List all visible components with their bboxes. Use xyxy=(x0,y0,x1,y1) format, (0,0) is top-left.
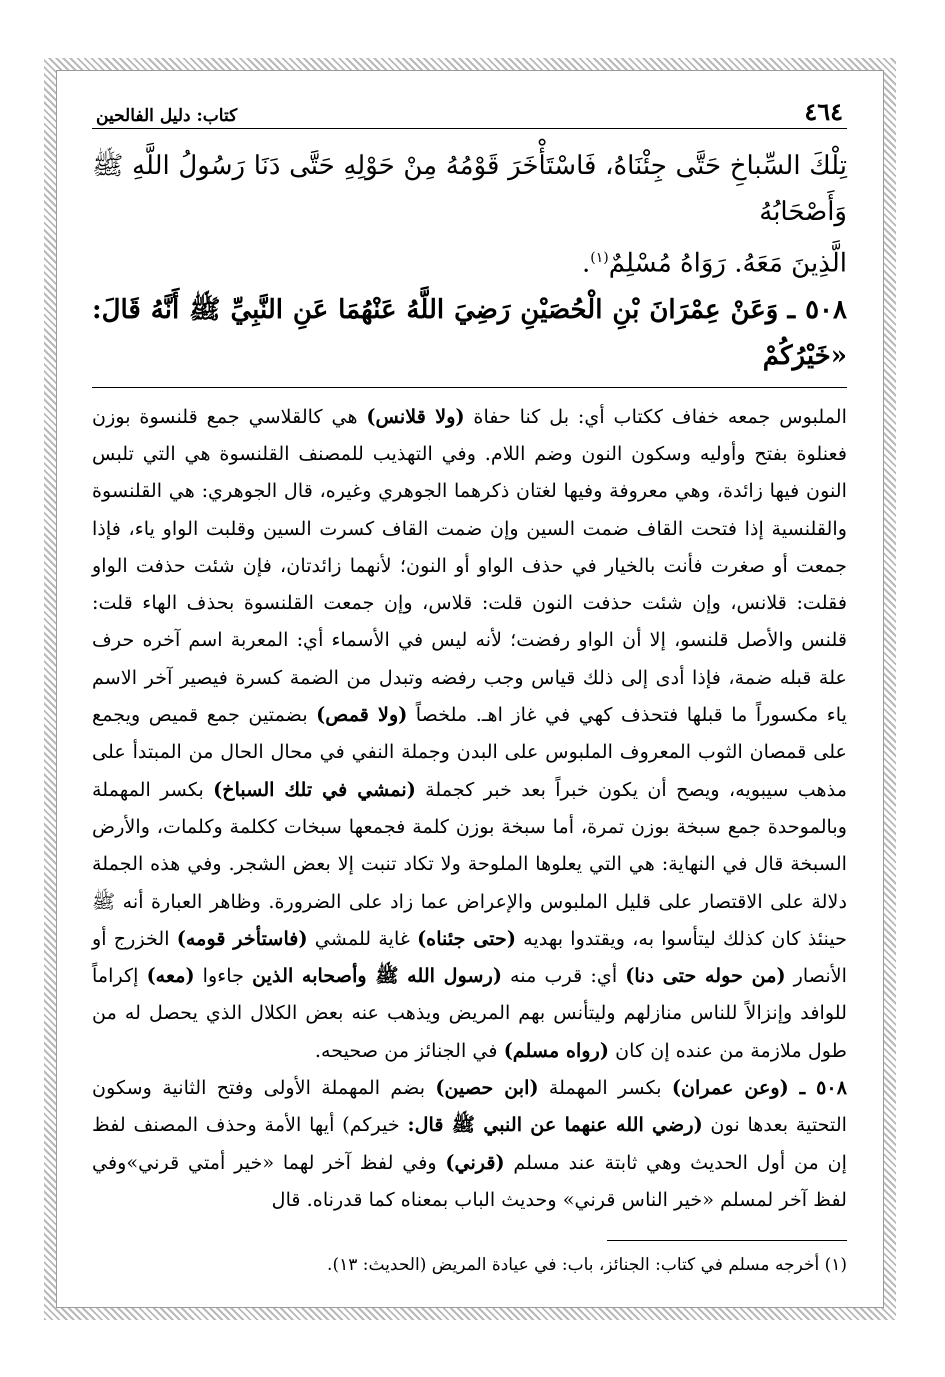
footnote-separator xyxy=(607,1240,847,1241)
commentary-paragraph-1: الملبوس جمعه خفاف ككتاب أي: بل كنا حفاة (ولا قلانس) هي كالقلاسي جمع قلنسوة بوزن فعنلوة بفتح وأوليه وسكون النون وضم اللام. وفي التهذيب للمصنف القلنسوة هي التي تلبس النون فيها زائدة، وهي معروفة وفيها لغتان ذكرهما الجوهري وغيره، قال الجوهري: هي القلنسوة والقلنسية إذا فتحت القاف ضمت السين وإن ضمت القاف كسرت السين وقلبت الواو ياء، فإذا جمعت أو صغرت فأنت بالخيار في حذف الواو أو النون؛ لأنهما زائدتان، فإن شئت حذفت الواو فقلت: قلانس، وإن شئت حذفت النون قلت: قلاس، وإن جمعت القلنسوة بحذف الهاء قلت: قلنس والأصل قلنسو، إلا أن الواو رفضت؛ لأنه ليس في الأسماء أي: المعربة اسم آخره حرف علة قبله ضمة، فإذا أدى إلى ذلك قياس وجب رفضه وتبدل من الضمة كسرة فيصير آخر الاسم ياء مكسوراً ما قبلها فتحذف كهي في غاز اهـ. ملخصاً (ولا قمص) بضمتين جمع قميص ويجمع على قمصان الثوب المعروف الملبوس على البدن وجملة النفي في محال الحال من المبتدأ على مذهب سيبويه، ويصح أن يكون خبراً بعد خبر كجملة (نمشي في تلك السباخ) بكسر المهملة وبالموحدة جمع سبخة بوزن تمرة، أما سبخة بوزن كلمة فجمعها سبخات ككلمة وكلمات، والأرض السبخة قال في النهاية: هي التي يعلوها الملوحة ولا تكاد تنبت إلا بعض الشجر. وفي هذه الجملة دلالة على الاقتصار على قليل الملبوس والإعراض عما زاد على الضرورة. وظاهر العبارة أنه ﷺ حينئذ كان كذلك ليتأسوا به، ويقتدوا بهديه (حتى جئناه) غاية للمشي (فاستأخر قومه) الخزرج أو الأنصار (من حوله حتى دنا) أي: قرب منه (رسول الله ﷺ وأصحابه الذين جاءوا (معه) إكراماً للوافد وإنزالاً للناس منازلهم وليتأنس بهم المريض ويذهب عنه بعض الكلال الذي يحصل له من طول ملازمة من عنده إن كان (رواه مسلم) في الجنائز من صحيحه. xyxy=(92,404,848,1062)
document-page xyxy=(92,92,847,1292)
footnote: (١) أخرجه مسلم في كتاب: الجنائز، باب: في عيادة المريض (الحديث: ١٣). xyxy=(327,1255,847,1276)
book-title: كتاب: دليل الفالحين xyxy=(96,106,238,126)
commentary-paragraph-2: ٥٠٨ ـ (وعن عمران) بكسر المهملة (ابن حصين) بضم المهملة الأولى وفتح الثانية وسكون التحتية بعدها نون (رضي الله عنهما عن النبي ﷺ قال: خيركم) أيها الأمة وحذف المصنف لفظ إن من أول الحديث وهي ثابتة عند مسلم (قرني) وفي لفظ آخر لهما «خير أمتي قرني»وفي لفظ آخر لمسلم «خير الناس قرني» وحديث الباب بمعناه كما قدرناه. قال xyxy=(92,1076,848,1211)
hadith-number: ٥٠٨ ـ xyxy=(787,294,847,325)
hadith-line-1: تِلْكَ السِّباخِ حَتَّى جِئْنَاهُ، فَاسْتَأْخَرَ قَوْمُهُ مِنْ حَوْلِهِ حَتَّى دَنَا رَسُولُ اللَّهِ ﷺ وَأَصْحَابُهُ xyxy=(92,151,847,227)
hadith-line-3: ٥٠٨ ـ وَعَنْ عِمْرَانَ بْنِ الْحُصَيْنِ رَضِيَ اللَّهُ عَنْهُمَا عَنِ النَّبِيِّ ﷺ أَنَّهُ قَالَ: «خَيْرُكُمْ xyxy=(92,294,847,371)
commentary-block xyxy=(92,398,847,1219)
footnote-ref: (١) xyxy=(590,250,609,266)
running-header xyxy=(92,92,847,129)
hadith-text-block xyxy=(92,143,847,388)
page-number: ٤٦٤ xyxy=(804,97,843,126)
hadith-line-2: الَّذِينَ مَعَهُ. رَوَاهُ مُسْلِمٌ$^{(١)}$. xyxy=(581,248,847,279)
